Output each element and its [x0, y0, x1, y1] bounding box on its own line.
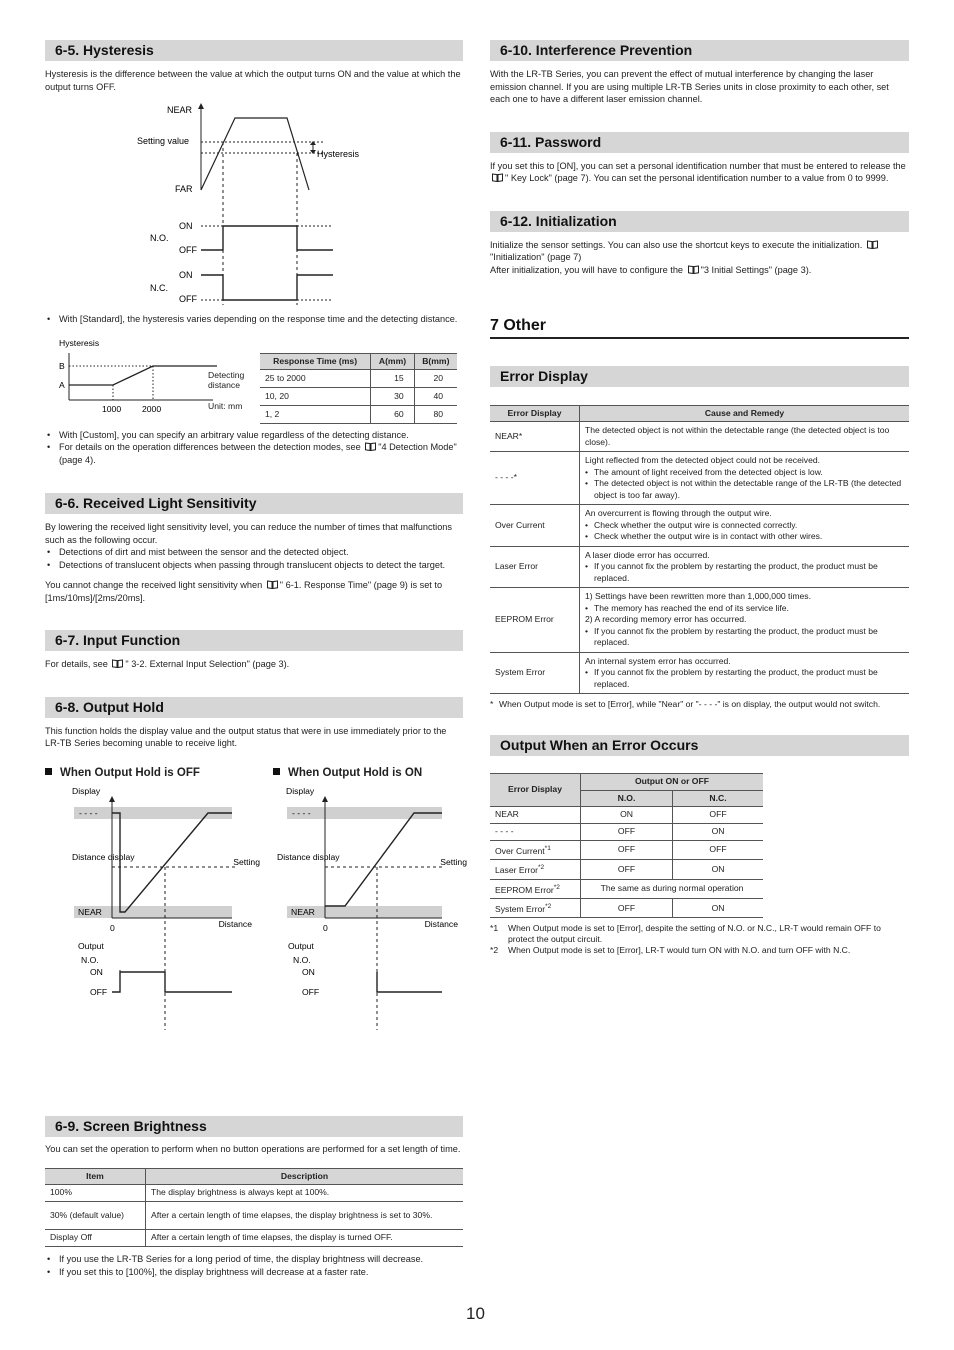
section-hysteresis-title: 6-5. Hysteresis — [45, 40, 463, 61]
no-off-label: OFF — [179, 245, 197, 255]
cause-bullet — [585, 626, 904, 649]
square-bullet-icon — [45, 768, 52, 775]
cause-bullet — [585, 667, 904, 690]
cause-text: Check whether the output wire is in contact with other wires. — [594, 531, 823, 541]
output-hold-off-title — [45, 767, 200, 780]
error-table-body — [490, 422, 909, 694]
cause-text: Light reflected from the detected object could not be received. — [585, 455, 821, 465]
on-label: ON — [302, 966, 315, 977]
section-init-title: 6-12. Initialization — [490, 211, 909, 232]
output-table-body — [490, 807, 763, 918]
cause-line — [585, 550, 904, 562]
no-on-label: ON — [179, 221, 193, 231]
output-name-cell — [490, 860, 581, 879]
section-output-hold-title: 6-8. Output Hold — [45, 697, 463, 718]
footnote-text: When Output mode is set to [Error], LR-T would turn ON with N.O. and turn OFF with N.C. — [508, 945, 851, 956]
output-no-cell: ON — [581, 807, 673, 824]
book-icon — [867, 240, 878, 249]
password-link-text[interactable]: " Key Lock" (page 7). You can set the personal identification number to a value from 0 to 9999. — [505, 173, 889, 183]
error-cause-cell — [580, 422, 910, 452]
off-label: OFF — [302, 986, 320, 997]
output-hold-off-diagram — [70, 785, 275, 1030]
table-row — [260, 406, 457, 424]
no-label: N.O. — [81, 954, 99, 965]
hysteresis-intro: Hysteresis is the difference between the value at which the output turns ON and the value at which the output turns OFF. — [45, 69, 461, 92]
book-icon — [688, 265, 699, 274]
output-name-text: Laser Error — [495, 865, 538, 876]
bullet-icon: • — [585, 625, 589, 636]
book-icon — [267, 580, 278, 589]
init-text-a: Initialize the sensor settings. You can also use the shortcut keys to execute the initialization. — [490, 239, 865, 250]
table-row — [490, 879, 763, 898]
table-header-b: B(mm) — [414, 353, 457, 370]
table-row — [490, 546, 909, 588]
screen-bullet: • If you use the LR-TB Series for a long period of time, the display brightness will decrease. — [59, 1253, 463, 1266]
cause-text: 1) Settings have been rewritten more than 1,000,000 times. — [585, 591, 811, 601]
screen-table — [45, 1168, 463, 1248]
bullet-icon: • — [585, 561, 589, 571]
distance-label: Distance — [424, 918, 458, 929]
diagram-far-label: FAR — [175, 184, 193, 194]
book-icon — [112, 659, 123, 668]
distance-display-label: Distance display — [277, 851, 340, 862]
output-header-group: Output ON or OFF — [581, 774, 764, 791]
output-hold-off-text: When Output Hold is OFF — [60, 766, 200, 779]
table-cell: 1, 2 — [260, 406, 371, 424]
output-hold-on-text: When Output Hold is ON — [288, 766, 423, 779]
table-row — [45, 1230, 463, 1247]
chapter-other-title: 7 Other — [490, 320, 909, 339]
input-text — [45, 658, 463, 671]
table-header-a: A(mm) — [371, 353, 414, 370]
init-text-c: After initialization, you will have to configure the — [490, 264, 686, 275]
cause-text: The detected object is not within the detectable range of the LR-TB (the detected object is too far away). — [594, 478, 902, 500]
error-cause-cell — [580, 452, 910, 505]
output-name-cell — [490, 841, 581, 860]
output-nc-cell: ON — [673, 860, 763, 879]
square-bullet-icon — [273, 768, 280, 775]
section-screen-title: 6-9. Screen Brightness — [45, 1116, 463, 1137]
output-hold-intro: This function holds the display value and the output status that were in use immediately prior to the LR-TB Series becoming unable to receive light. — [45, 725, 447, 748]
input-link-text[interactable]: " 3-2. External Input Selection" (page 3). — [125, 659, 290, 669]
table-row — [490, 422, 909, 452]
received-bullet: • Detections of dirt and mist between the sensor and the detected object. — [59, 546, 463, 559]
screen-header-item: Item — [45, 1168, 146, 1185]
output-header-display: Error Display — [490, 774, 581, 807]
cause-line — [585, 508, 904, 520]
cause-text: If you cannot fix the problem by restarting the product, the product must be replaced. — [594, 667, 878, 689]
output-name-cell — [490, 824, 581, 841]
input-text-a: For details, see — [45, 659, 111, 669]
output-name-text: Over Current — [495, 845, 545, 856]
table-row — [490, 652, 909, 694]
section-password-title: 6-11. Password — [490, 132, 909, 153]
book-icon — [365, 442, 376, 451]
cause-bullet — [585, 478, 904, 501]
cause-bullet — [585, 561, 904, 584]
table-row — [490, 588, 909, 653]
cause-text: 2) A recording memory error has occurred. — [585, 614, 747, 624]
hysteresis-table — [260, 353, 457, 425]
off-label: OFF — [90, 986, 108, 997]
cause-bullet — [585, 531, 904, 543]
output-name-text: System Error — [495, 903, 546, 914]
details-link-text[interactable]: "4 Detection Mode" (page 4). — [59, 442, 457, 465]
table-cell: 30 — [371, 388, 414, 406]
output-name-cell — [490, 899, 581, 918]
output-nc-cell: ON — [673, 824, 763, 841]
small-chart-b: B — [59, 360, 65, 371]
screen-body — [45, 1143, 463, 1278]
error-name-cell: Over Current — [490, 505, 580, 547]
table-cell: 80 — [414, 406, 457, 424]
screen-bullet: • If you set this to [100%], the display brightness will decrease at a faster rate. — [59, 1266, 463, 1279]
bullet-icon: • — [585, 667, 589, 677]
output-nc-cell: OFF — [673, 807, 763, 824]
error-cause-cell — [580, 588, 910, 653]
right-column — [490, 40, 909, 956]
cause-text: An internal system error has occurred. — [585, 655, 731, 666]
display-label: Display — [72, 785, 101, 796]
table-cell: 15 — [371, 370, 414, 388]
cause-text: The memory has reached the end of its service life. — [594, 602, 789, 613]
setting-label: Setting — [233, 856, 260, 867]
output-span-cell: The same as during normal operation — [581, 879, 764, 898]
diagram-near-label: NEAR — [167, 105, 193, 115]
footnote-mark: *2 — [537, 864, 545, 872]
output-name-cell — [490, 879, 581, 898]
footnote-text: When Output mode is set to [Error], despite the setting of N.O. or N.C., LR-T would remain OFF to protect the output circuit. — [508, 923, 881, 945]
small-chart-ylabel: Hysteresis — [59, 337, 100, 348]
error-table — [490, 405, 909, 695]
distance-label: Distance — [218, 918, 252, 929]
output-no-cell: OFF — [581, 899, 673, 918]
table-row — [490, 841, 763, 860]
diagram-setting-label: Setting value — [137, 136, 190, 146]
cause-text: The detected object is not within the detectable range (the detected object is too close). — [585, 425, 890, 447]
received-bullet: • Detections of translucent objects when passing through translucent objects to detect the target. — [59, 559, 463, 572]
hysteresis-chart-block — [45, 328, 463, 423]
table-cell: 10, 20 — [260, 388, 371, 406]
dashes-label: - - - - — [79, 807, 98, 818]
password-text — [490, 160, 909, 185]
cause-text: If you cannot fix the problem by restarting the product, the product must be replaced. — [594, 625, 878, 647]
no-label: N.O. — [293, 954, 311, 965]
output-name-cell — [490, 807, 581, 824]
section-received-title: 6-6. Received Light Sensitivity — [45, 493, 463, 514]
nc-off-label: OFF — [179, 294, 197, 304]
error-name-cell: System Error — [490, 652, 580, 694]
output-no-cell: OFF — [581, 841, 673, 860]
small-chart-x2: 2000 — [142, 403, 162, 414]
bullet-icon: • — [585, 466, 589, 477]
cause-line — [585, 614, 904, 626]
zero-label: 0 — [110, 922, 115, 933]
cause-text: Check whether the output wire is connected correctly. — [594, 519, 798, 530]
cause-text: An overcurrent is flowing through the output wire. — [585, 508, 772, 518]
table-row — [45, 1185, 463, 1202]
cause-line — [585, 455, 904, 467]
error-note-text: When Output mode is set to [Error], while "Near" or "- - - -" is on display, the output would not switch. — [499, 699, 881, 709]
output-name-text: - - - - — [495, 826, 514, 837]
near-label: NEAR — [78, 906, 102, 917]
bullet-icon: • — [585, 602, 589, 613]
received-note — [45, 579, 463, 604]
no-label: N.O. — [150, 233, 169, 243]
section-input-title: 6-7. Input Function — [45, 630, 463, 651]
footnote-mark: *1 — [490, 923, 499, 934]
note-link-text[interactable]: " 6-1. Response Time" (page 9) is set to [1ms/10ms]/[2ms/20ms]. — [45, 580, 443, 603]
setting-label: Setting — [440, 856, 467, 867]
section-error-title: Error Display — [490, 366, 909, 387]
output-nc-cell: OFF — [673, 841, 763, 860]
table-row — [260, 388, 457, 406]
output-no-cell: OFF — [581, 824, 673, 841]
footnote-mark: *2 — [490, 945, 499, 956]
table-cell: 100% — [45, 1185, 146, 1202]
output-hold-on-diagram — [277, 785, 482, 1030]
section-output-error-title: Output When an Error Occurs — [490, 735, 909, 756]
table-row — [490, 899, 763, 918]
footnote-mark: *2 — [553, 883, 560, 891]
footnote-mark: *1 — [544, 845, 551, 852]
table-row — [45, 1202, 463, 1230]
table-cell: 60 — [371, 406, 414, 424]
error-cause-cell — [580, 546, 910, 588]
hysteresis-diagram — [45, 95, 463, 305]
output-label: Output — [288, 940, 314, 951]
output-header-nc: N.C. — [673, 790, 763, 807]
diagram-hysteresis-label: Hysteresis — [317, 149, 360, 159]
table-cell: 40 — [414, 388, 457, 406]
nc-label: N.C. — [150, 283, 168, 293]
output-notes — [490, 923, 909, 956]
display-label: Display — [286, 785, 315, 796]
output-label: Output — [78, 940, 104, 951]
footnote — [490, 923, 909, 945]
error-name-cell: NEAR* — [490, 422, 580, 452]
footnote-mark: *2 — [545, 903, 552, 911]
cause-text: A laser diode error has occurred. — [585, 549, 710, 560]
output-name-text: NEAR — [495, 809, 519, 820]
screen-header-description: Description — [146, 1168, 464, 1185]
init-link-text-2[interactable]: "3 Initial Settings" (page 3). — [700, 264, 812, 275]
init-link-text[interactable]: "Initialization" (page 7) — [490, 252, 582, 262]
page-number: 10 — [466, 1304, 485, 1323]
table-row — [490, 860, 763, 879]
error-cause-cell — [580, 505, 910, 547]
note-text: You cannot change the received light sensitivity when — [45, 580, 265, 590]
hysteresis-custom-bullet: • With [Custom], you can specify an arbitrary value regardless of the detecting distance. — [59, 429, 463, 442]
init-text — [490, 239, 909, 277]
small-chart-unit-label: Unit: mm — [208, 400, 243, 411]
received-intro: By lowering the received light sensitivity level, you can reduce the number of times that malfunctions such as the following occur. — [45, 522, 453, 545]
cause-text: The amount of light received from the detected object is low. — [594, 466, 823, 477]
hysteresis-standard-bullet: • With [Standard], the hysteresis varies depending on the response time and the detecting distance. — [59, 313, 463, 326]
table-row — [490, 824, 763, 841]
section-interference-title: 6-10. Interference Prevention — [490, 40, 909, 61]
error-header-cause: Cause and Remedy — [580, 405, 910, 422]
output-no-cell: OFF — [581, 860, 673, 879]
table-cell: The display brightness is always kept at 100%. — [146, 1185, 464, 1202]
table-cell: 20 — [414, 370, 457, 388]
cause-bullet — [585, 603, 904, 615]
output-hold-diagrams — [45, 766, 467, 1032]
small-chart-a: A — [59, 379, 65, 390]
error-cause-cell — [580, 652, 910, 694]
output-name-text: EEPROM Error — [495, 884, 554, 895]
hysteresis-details-bullet — [59, 441, 463, 466]
small-chart-x1: 1000 — [102, 403, 122, 414]
details-text: For details on the operation differences between the detection modes, see — [59, 442, 364, 452]
table-cell: Display Off — [45, 1230, 146, 1247]
nc-on-label: ON — [179, 270, 193, 280]
distance-display-label: Distance display — [72, 851, 135, 862]
bullet-icon: • — [585, 519, 589, 530]
bullet-icon: • — [585, 531, 589, 541]
cause-bullet — [585, 520, 904, 532]
book-icon — [492, 173, 503, 182]
table-row — [260, 370, 457, 388]
table-cell: 25 to 2000 — [260, 370, 371, 388]
output-header-no: N.O. — [581, 790, 673, 807]
cause-line — [585, 425, 904, 448]
footnote — [490, 945, 909, 956]
output-error-table — [490, 773, 763, 918]
zero-label: 0 — [323, 922, 328, 933]
error-header-display: Error Display — [490, 405, 580, 422]
cause-line — [585, 656, 904, 668]
error-note: * When Output mode is set to [Error], while "Near" or "- - - -" is on display, the output would not switch. — [490, 699, 881, 709]
table-cell: 30% (default value) — [45, 1202, 146, 1230]
bullet-icon: • — [585, 478, 589, 488]
table-cell: After a certain length of time elapses, the display is turned OFF. — [146, 1230, 464, 1247]
on-label: ON — [90, 966, 103, 977]
output-nc-cell: ON — [673, 899, 763, 918]
cause-text: If you cannot fix the problem by restarting the product, the product must be replaced. — [594, 561, 878, 583]
interference-text: With the LR-TB Series, you can prevent the effect of mutual interference by changing the laser emission channel. If you are using multiple LR-TB Series units in close proximity to each other, set each one to have a different laser emission channel. — [490, 69, 889, 104]
near-label: NEAR — [291, 906, 315, 917]
table-header-response: Response Time (ms) — [260, 353, 371, 370]
output-hold-on-title — [273, 767, 422, 780]
cause-bullet — [585, 467, 904, 479]
table-row — [490, 505, 909, 547]
screen-intro: You can set the operation to perform when no button operations are performed for a set length of time. — [45, 1144, 461, 1154]
small-chart-distance-label: Detecting distance — [208, 369, 245, 390]
cause-line — [585, 591, 904, 603]
password-text-a: If you set this to [ON], you can set a personal identification number that must be entered to release the — [490, 160, 906, 171]
table-cell: After a certain length of time elapses, the display brightness is set to 30%. — [146, 1202, 464, 1230]
left-column — [45, 40, 467, 1277]
table-row — [490, 807, 763, 824]
dashes-label: - - - - — [292, 807, 311, 818]
error-name-cell: EEPROM Error — [490, 588, 580, 653]
table-row — [490, 452, 909, 505]
error-name-cell: Laser Error — [490, 546, 580, 588]
error-name-cell: - - - -* — [490, 452, 580, 505]
